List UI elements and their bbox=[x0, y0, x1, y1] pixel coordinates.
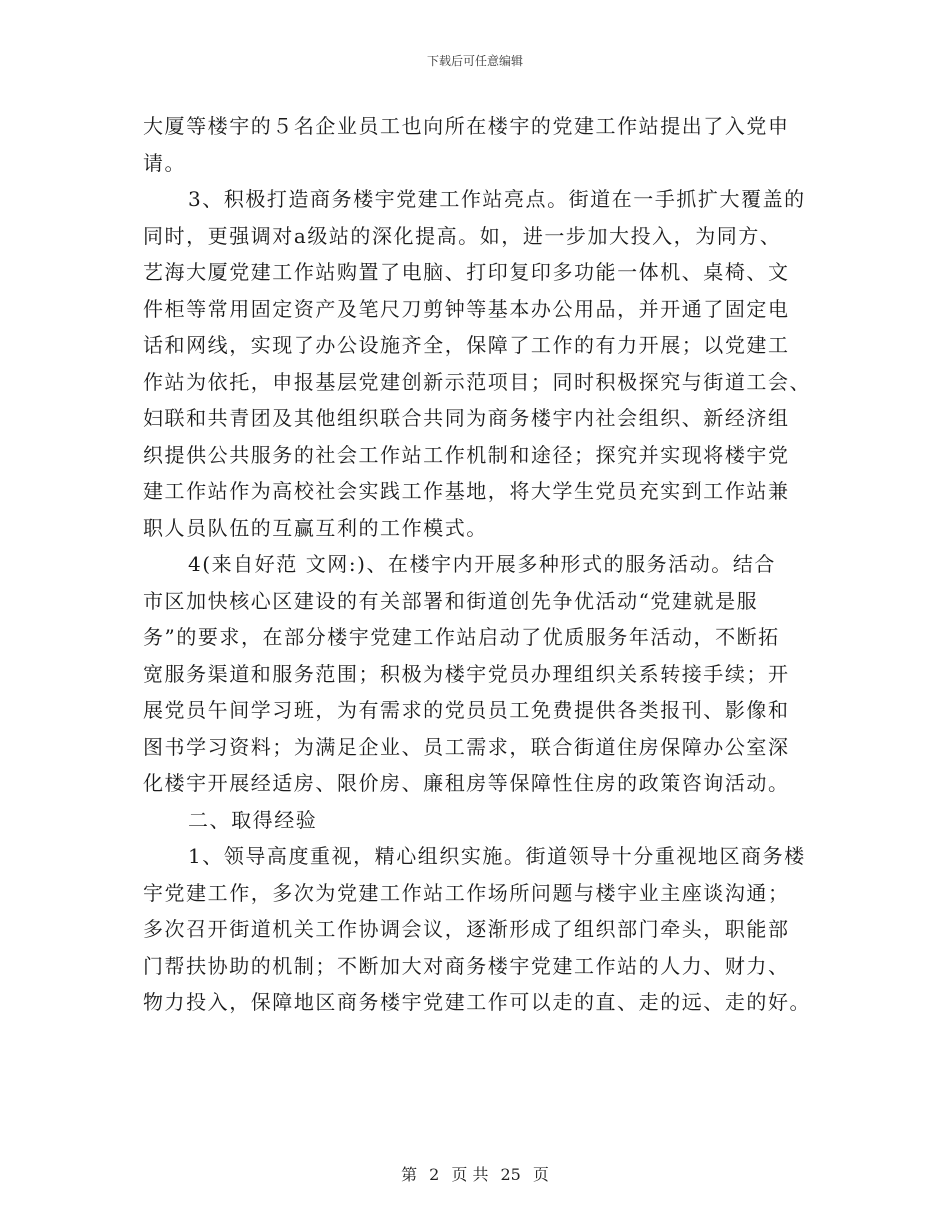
text-line: 多次召开街道机关工作协调会议，逐渐形成了组织部门牵头，职能部 bbox=[143, 917, 790, 941]
text-line: 艺海大厦党建工作站购置了电脑、打印复印多功能一体机、桌椅、文 bbox=[143, 260, 790, 284]
text-line: 门帮扶协助的机制；不断加大对商务楼宇党建工作站的人力、财力、 bbox=[143, 953, 790, 978]
page-header-note: 下载后可任意编辑 bbox=[426, 54, 523, 68]
text-line: 展党员午间学习班，为有需求的党员员工免费提供各类报刊、影像和 bbox=[143, 698, 790, 722]
text-line: 市区加快核心区建设的有关部署和街道创先争优活动“党建就是服 bbox=[143, 588, 759, 613]
text-line: 4(来自好范 文网:)、在楼宇内开展多种形式的服务活动。结合 bbox=[188, 552, 776, 576]
text-line: 3、积极打造商务楼宇党建工作站亮点。街道在一手抓扩大覆盖的 bbox=[188, 187, 806, 211]
text-line: 物力投入，保障地区商务楼宇党建工作可以走的直、走的远、走的好。 bbox=[143, 990, 812, 1014]
text-line: 务”的要求，在部分楼宇党建工作站启动了优质服务年活动，不断拓 bbox=[143, 625, 780, 649]
text-line: 织提供公共服务的社会工作站工作机制和途径；探究并实现将楼宇党 bbox=[143, 442, 790, 467]
footer-middle: 页 共 bbox=[451, 1165, 489, 1184]
text-line: 宽服务渠道和服务范围；积极为楼宇党员办理组织关系转接手续；开 bbox=[143, 661, 790, 686]
text-line: 1、领导高度重视，精心组织实施。街道领导十分重视地区商务楼 bbox=[188, 844, 806, 868]
text-line: 职人员队伍的互赢互利的工作模式。 bbox=[143, 515, 488, 540]
text-line: 同时，更强调对a级站的深化提高。如，进一步加大投入，为同方、 bbox=[143, 223, 782, 248]
text-line: 二、取得经验 bbox=[188, 807, 318, 832]
footer-page-number: 2 bbox=[429, 1165, 440, 1184]
text-line: 图书学习资料；为满足企业、员工需求，联合街道住房保障办公室深 bbox=[143, 734, 790, 759]
text-line: 建工作站作为高校社会实践工作基地，将大学生党员充实到工作站兼 bbox=[143, 479, 790, 503]
text-line: 件柜等常用固定资产及笔尺刀剪钟等基本办公用品，并开通了固定电 bbox=[143, 296, 790, 321]
footer-total-pages: 25 bbox=[500, 1165, 521, 1184]
text-line: 请。 bbox=[143, 150, 187, 175]
text-line: 化楼宇开展经适房、限价房、廉租房等保障性住房的政策咨询活动。 bbox=[143, 771, 790, 795]
text-line: 作站为依托，申报基层党建创新示范项目；同时积极探究与街道工会、 bbox=[143, 369, 812, 394]
text-line: 话和网线，实现了办公设施齐全，保障了工作的有力开展；以党建工 bbox=[143, 333, 790, 357]
page-footer bbox=[0, 1162, 950, 1185]
text-line: 宇党建工作，多次为党建工作站工作场所问题与楼宇业主座谈沟通； bbox=[143, 880, 790, 905]
footer-suffix: 页 bbox=[532, 1165, 549, 1184]
text-line: 大厦等楼宇的５名企业员工也向所在楼宇的党建工作站提出了入党申 bbox=[143, 114, 790, 138]
document-body bbox=[143, 108, 812, 1021]
text-line: 妇联和共青团及其他组织联合共同为商务楼宇内社会组织、新经济组 bbox=[143, 406, 790, 430]
footer-prefix: 第 bbox=[401, 1165, 418, 1184]
